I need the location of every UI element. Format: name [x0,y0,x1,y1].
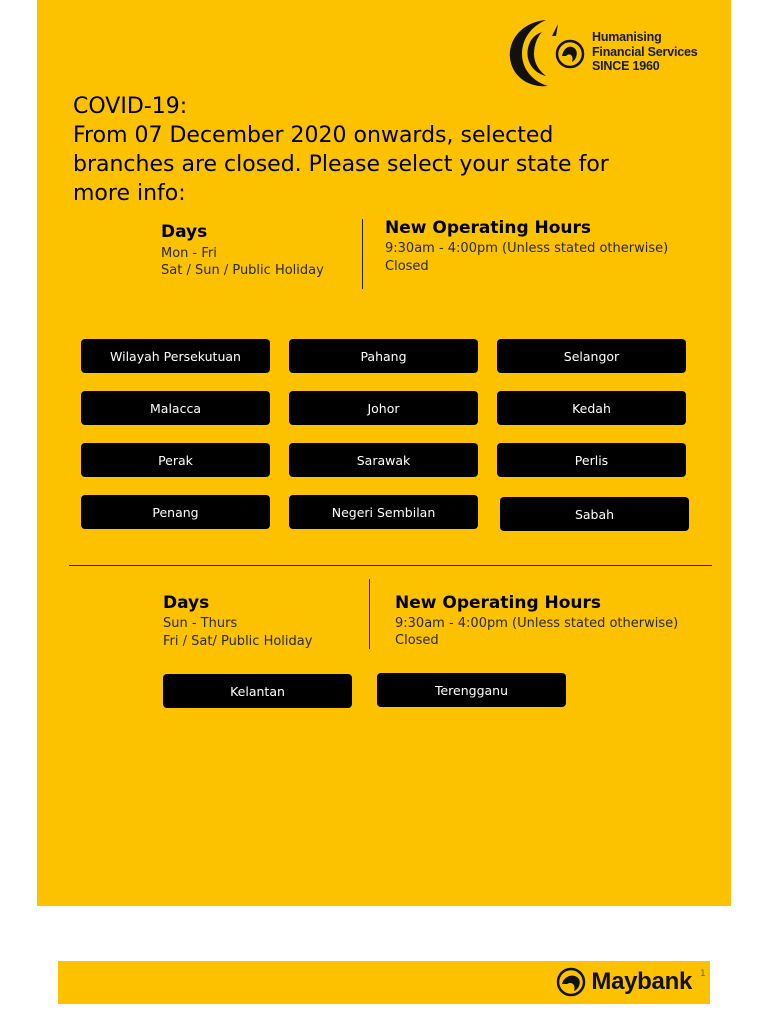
state-button-kedah[interactable]: Kedah [497,391,686,425]
days-row: Fri / Sat/ Public Holiday [163,634,313,649]
footer-bar [58,961,710,1004]
state-button-perlis[interactable]: Perlis [497,443,686,477]
state-button-sarawak[interactable]: Sarawak [289,443,478,477]
maybank-swirl-icon [506,16,592,90]
days-row: Sat / Sun / Public Holiday [161,263,324,278]
hours-row: Closed [385,259,429,274]
hours-header: New Operating Hours [395,593,602,613]
page-number: 1 [700,969,706,979]
section-divider [69,565,712,566]
hours-header: New Operating Hours [385,218,592,238]
state-button-perak[interactable]: Perak [81,443,270,477]
headline-line: more info: [73,181,186,206]
tagline-line: Financial Services [592,44,698,59]
days-header: Days [161,222,208,242]
divider [362,219,363,289]
state-button-kelantan[interactable]: Kelantan [163,674,352,708]
maybank-tagline-logo [506,16,712,90]
days-row: Mon - Fri [161,246,217,261]
headline-line: From 07 December 2020 onwards, selected [73,123,554,148]
hours-row: Closed [395,633,439,648]
state-button-negeri-sembilan[interactable]: Negeri Sembilan [289,495,478,529]
state-button-johor[interactable]: Johor [289,391,478,425]
state-button-wilayah-persekutuan[interactable]: Wilayah Persekutuan [81,339,270,373]
state-button-terengganu[interactable]: Terengganu [377,673,566,707]
divider [369,579,370,649]
tagline-line: SINCE 1960 [592,59,660,73]
state-button-pahang[interactable]: Pahang [289,339,478,373]
page-title [73,92,693,208]
hours-row: 9:30am - 4:00pm (Unless stated otherwise) [395,616,679,631]
headline-line: branches are closed. Please select your state for [73,152,609,177]
state-button-malacca[interactable]: Malacca [81,391,270,425]
days-header: Days [163,593,210,613]
state-button-selangor[interactable]: Selangor [497,339,686,373]
maybank-logo [555,967,692,997]
state-button-penang[interactable]: Penang [81,495,270,529]
headline-line: COVID-19: [73,94,188,119]
tagline-text [592,30,698,74]
maybank-tiger-icon [555,967,587,997]
brand-name: Maybank [591,968,692,995]
state-button-sabah[interactable]: Sabah [500,497,689,531]
hours-row: 9:30am - 4:00pm (Unless stated otherwise) [385,241,669,256]
tagline-line: Humanising [592,30,662,44]
days-row: Sun - Thurs [163,616,238,631]
